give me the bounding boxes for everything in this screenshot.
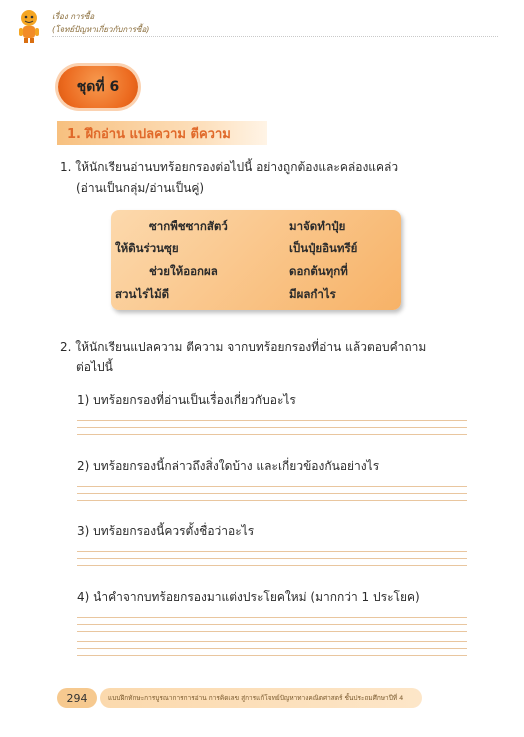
poem-line: มาจัดทำปุ๋ย — [289, 219, 346, 233]
answer-line[interactable] — [77, 655, 467, 656]
poem-line: ช่วยให้ออกผล — [149, 264, 218, 278]
poem-line: ให้ดินร่วนซุย — [115, 241, 179, 255]
answer-line[interactable] — [77, 551, 467, 552]
poem-box — [111, 210, 401, 310]
header-divider — [52, 36, 498, 37]
page-number: 294 — [57, 688, 97, 708]
poem-line: มีผลกำไร — [289, 287, 336, 301]
question-1-line-1: 1. ให้นักเรียนอ่านบทร้อยกรองต่อไปนี้ อย่างถูกต้องและคล่องแคล่ว — [60, 160, 399, 174]
poem-line: ดอกต้นทุกที่ — [289, 264, 348, 278]
sub-question-2: 2) บทร้อยกรองนี้กล่าวถึงสิ่งใดบ้าง และเกี่ยวข้องกันอย่างไร — [77, 459, 380, 473]
poem-line: สวนไร่ไม้ดี — [115, 287, 170, 301]
answer-line[interactable] — [77, 641, 467, 642]
sub-question-1: 1) บทร้อยกรองที่อ่านเป็นเรื่องเกี่ยวกับอะไร — [77, 393, 296, 407]
answer-line[interactable] — [77, 500, 467, 501]
sub-question-4: 4) นำคำจากบทร้อยกรองมาแต่งประโยคใหม่ (มากกว่า 1 ประโยค) — [77, 590, 420, 604]
footer-book-title: แบบฝึกทักษะการบูรณาการการอ่าน การคิดเลข สู่การแก้โจทย์ปัญหาทางคณิตศาสตร์ ชั้นประถมศึกษาปีที่ 4 — [100, 688, 422, 708]
answer-line[interactable] — [77, 493, 467, 494]
answer-line[interactable] — [77, 617, 467, 618]
header-title: เรื่อง การซื้อ — [52, 12, 95, 21]
question-2-line-2: ต่อไปนี้ — [76, 360, 113, 374]
poem-line: เป็นปุ๋ยอินทรีย์ — [289, 241, 358, 255]
answer-line[interactable] — [77, 486, 467, 487]
answer-line[interactable] — [77, 631, 467, 632]
set-badge: ชุดที่ 6 — [58, 66, 138, 108]
answer-line[interactable] — [77, 648, 467, 649]
answer-line[interactable] — [77, 420, 467, 421]
sub-question-3: 3) บทร้อยกรองนี้ควรตั้งชื่อว่าอะไร — [77, 524, 255, 538]
header-subtitle: (โจทย์ปัญหาเกี่ยวกับการซื้อ) — [52, 25, 150, 34]
mascot-icon — [14, 8, 44, 44]
answer-line[interactable] — [77, 565, 467, 566]
answer-line[interactable] — [77, 558, 467, 559]
question-2-line-1: 2. ให้นักเรียนแปลความ ตีความ จากบทร้อยกรองที่อ่าน แล้วตอบคำถาม — [60, 340, 427, 354]
answer-line[interactable] — [77, 427, 467, 428]
section-heading: 1. ฝึกอ่าน แปลความ ตีความ — [57, 121, 267, 145]
answer-line[interactable] — [77, 624, 467, 625]
poem-line: ซากพืชซากสัตว์ — [149, 219, 228, 233]
question-1-line-2: (อ่านเป็นกลุ่ม/อ่านเป็นคู่) — [76, 181, 205, 195]
answer-line[interactable] — [77, 434, 467, 435]
